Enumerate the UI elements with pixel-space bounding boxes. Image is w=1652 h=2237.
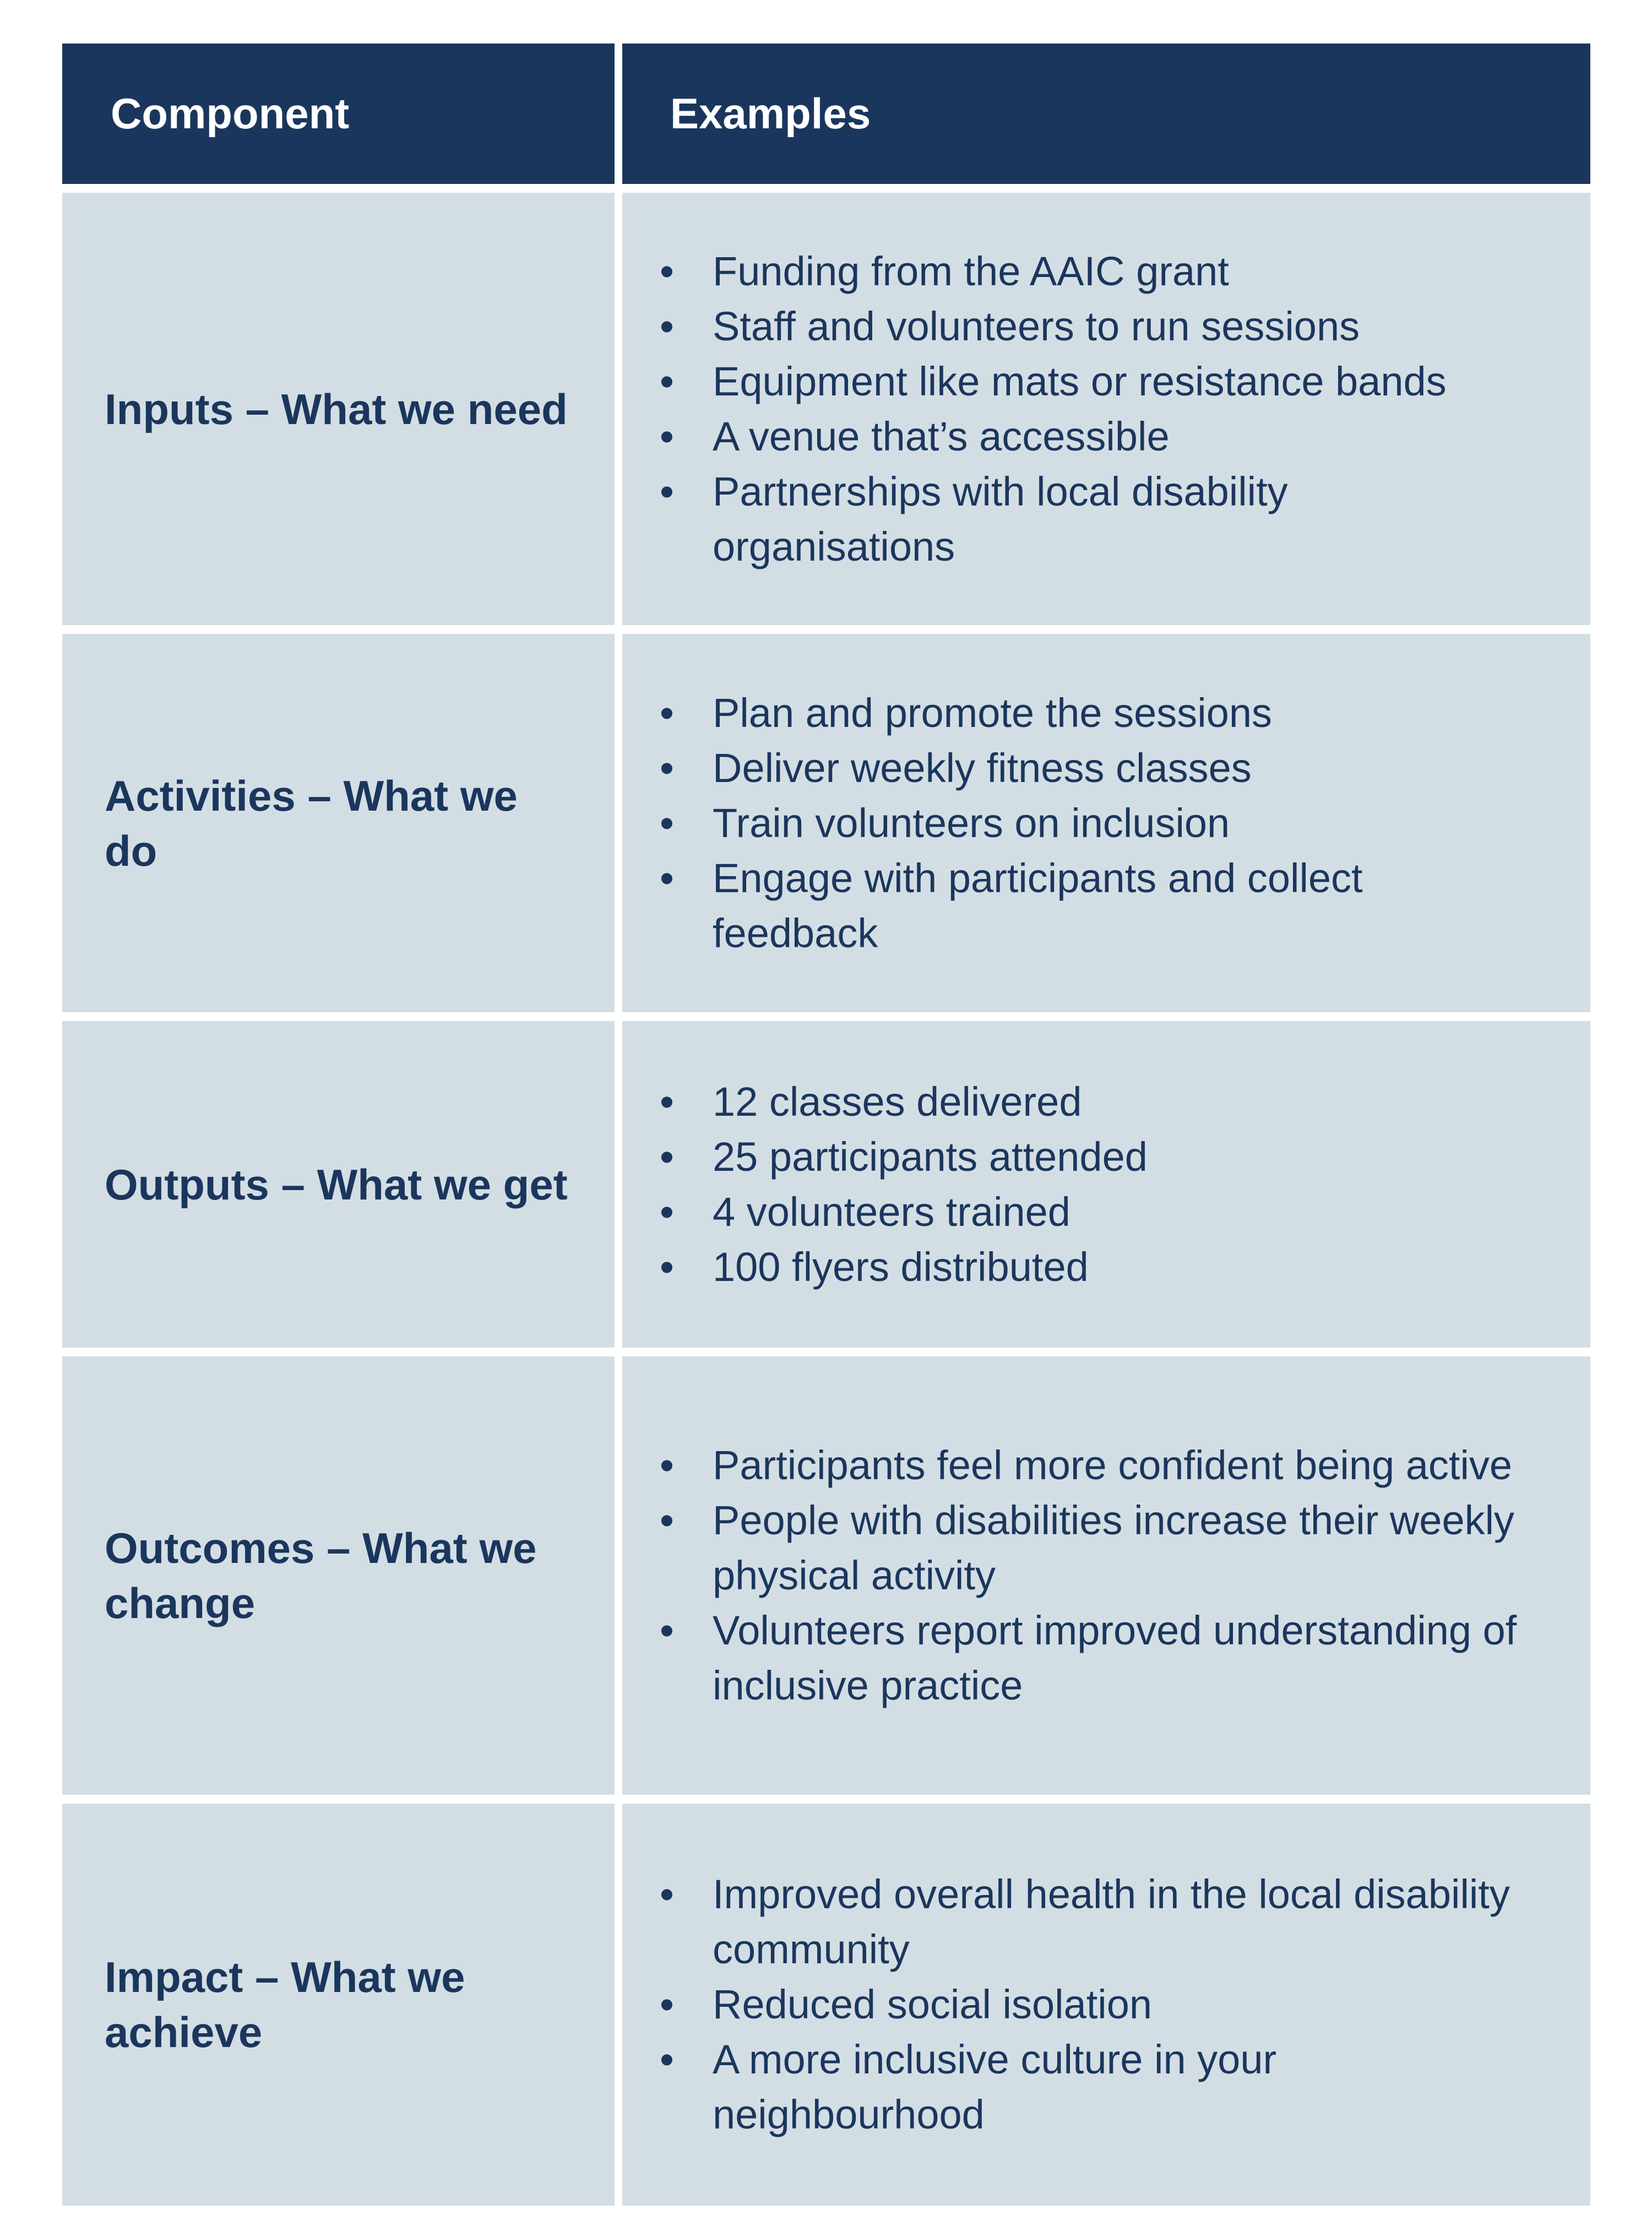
list-item: • 4 volunteers trained: [660, 1185, 1524, 1240]
examples-list: [660, 1438, 1524, 1713]
list-item: • 25 participants attended: [660, 1130, 1524, 1185]
logic-model-table: [62, 44, 1590, 2206]
examples-outcomes: [622, 1356, 1590, 1804]
list-item: • Train volunteers on inclusion: [660, 796, 1524, 851]
header-examples: Examples: [622, 44, 1590, 193]
list-item: • Improved overall health in the local disability community: [660, 1867, 1524, 1977]
list-item: • 12 classes delivered: [660, 1074, 1524, 1130]
component-outcomes: Outcomes – What we change: [62, 1356, 622, 1804]
list-item: • 100 flyers distributed: [660, 1240, 1524, 1295]
list-item: • Deliver weekly fitness classes: [660, 741, 1524, 796]
examples-list: [660, 244, 1524, 574]
examples-list: [660, 1074, 1524, 1295]
examples-outputs: [622, 1021, 1590, 1356]
list-item: • Equipment like mats or resistance bands: [660, 354, 1524, 409]
list-item: • Participants feel more confident being active: [660, 1438, 1524, 1493]
list-item: • Partnerships with local disability organisations: [660, 464, 1524, 574]
list-item: • A more inclusive culture in your neighbourhood: [660, 2032, 1524, 2142]
list-item: • People with disabilities increase their weekly physical activity: [660, 1493, 1524, 1603]
component-inputs: Inputs – What we need: [62, 193, 622, 634]
list-item: • Funding from the AAIC grant: [660, 244, 1524, 299]
examples-activities: [622, 634, 1590, 1021]
component-impact: Impact – What we achieve: [62, 1804, 622, 2206]
list-item: • A venue that’s accessible: [660, 409, 1524, 464]
examples-list: [660, 686, 1524, 961]
header-component: Component: [62, 44, 622, 193]
list-item: • Engage with participants and collect feedback: [660, 851, 1524, 961]
list-item: • Staff and volunteers to run sessions: [660, 299, 1524, 354]
component-outputs: Outputs – What we get: [62, 1021, 622, 1356]
examples-list: [660, 1867, 1524, 2142]
examples-impact: [622, 1804, 1590, 2206]
list-item: • Reduced social isolation: [660, 1977, 1524, 2032]
examples-inputs: [622, 193, 1590, 634]
list-item: • Plan and promote the sessions: [660, 686, 1524, 741]
list-item: • Volunteers report improved understanding of inclusive practice: [660, 1603, 1524, 1713]
component-activities: Activities – What we do: [62, 634, 622, 1021]
